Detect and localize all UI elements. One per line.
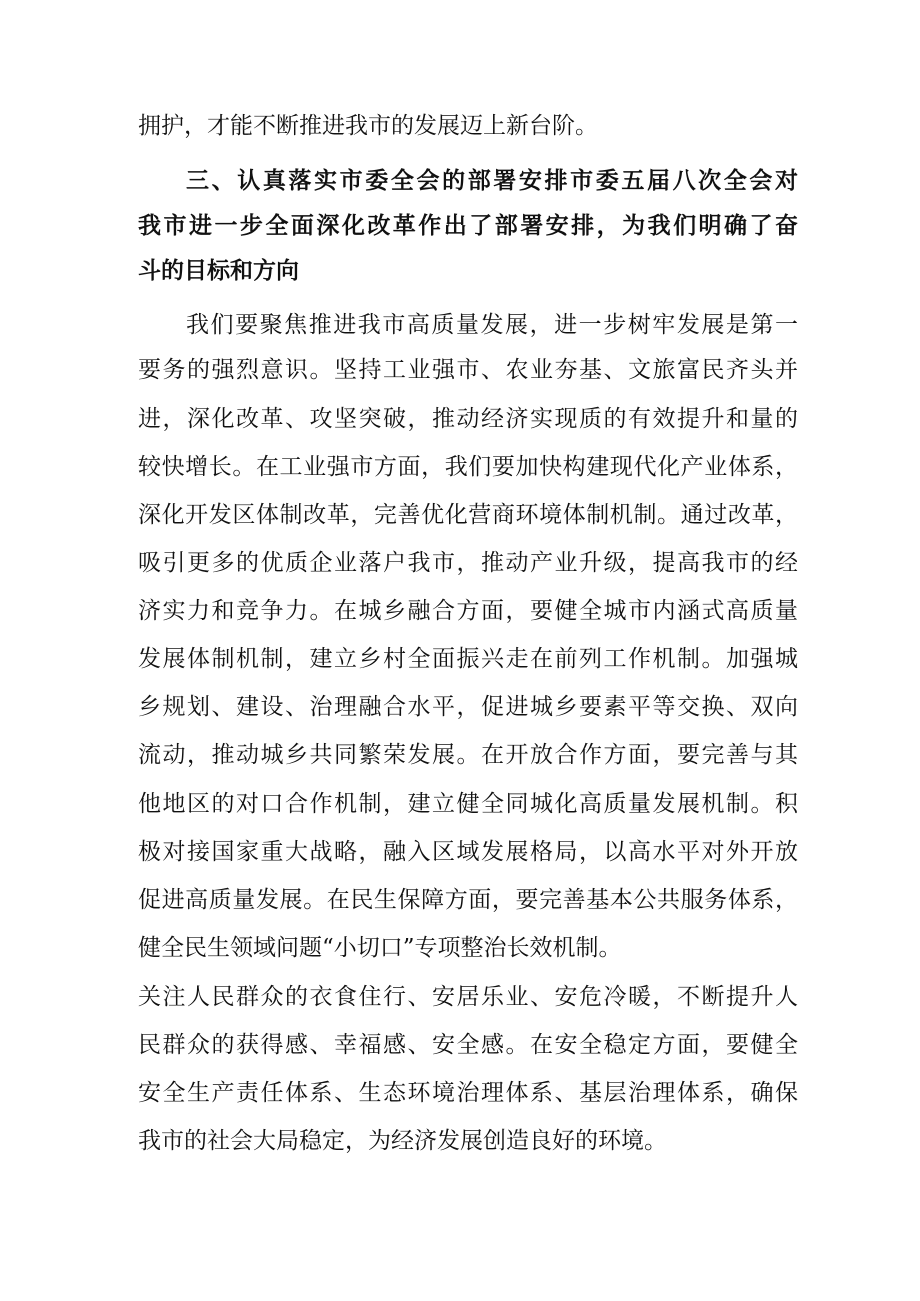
paragraph-line: 流动，推动城乡共同繁荣发展。在开放合作方面，要完善与其 <box>138 742 798 768</box>
paragraph-line: 民群众的获得感、幸福感、安全感。在安全稳定方面，要健全 <box>138 1032 798 1058</box>
paragraph-line: 安全生产责任体系、生态环境治理体系、基层治理体系，确保 <box>138 1080 798 1106</box>
paragraph-line: 吸引更多的优质企业落户我市，推动产业升级，提高我市的经 <box>138 550 798 576</box>
paragraph-line: 济实力和竞争力。在城乡融合方面，要健全城市内涵式高质量 <box>138 598 798 624</box>
paragraph-line: 我市的社会大局稳定，为经济发展创造良好的环境。 <box>138 1128 667 1154</box>
paragraph-line: 他地区的对口合作机制，建立健全同城化高质量发展机制。积 <box>138 791 798 817</box>
paragraph-line: 关注人民群众的衣食住行、安居乐业、安危冷暖，不断提升人 <box>138 984 798 1010</box>
section-heading-line: 斗的目标和方向 <box>138 258 299 284</box>
section-heading-line: 我市进一步全面深化改革作出了部署安排，为我们明确了奋 <box>138 213 798 239</box>
paragraph-line: 乡规划、建设、治理融合水平，促进城乡要素平等交换、双向 <box>138 694 798 720</box>
paragraph-line: 极对接国家重大战略，融入区域发展格局，以高水平对外开放 <box>138 839 798 865</box>
paragraph-line: 较快增长。在工业强市方面，我们要加快构建现代化产业体系， <box>138 454 798 480</box>
paragraph-line: 进，深化改革、攻坚突破，推动经济实现质的有效提升和量的 <box>138 406 798 432</box>
paragraph-line: 我们要聚焦推进我市高质量发展，进一步树牢发展是第一 <box>186 312 798 338</box>
paragraph-line: 健全民生领域问题“小切口”专项整治长效机制。 <box>138 935 622 961</box>
paragraph-line: 深化开发区体制改革，完善优化营商环境体制机制。通过改革， <box>138 502 798 528</box>
paragraph-line: 发展体制机制，建立乡村全面振兴走在前列工作机制。加强城 <box>138 646 798 672</box>
paragraph-line: 促进高质量发展。在民生保障方面，要完善基本公共服务体系， <box>138 887 798 913</box>
paragraph-line: 拥护，才能不断推进我市的发展迈上新台阶。 <box>138 113 598 139</box>
section-heading-line: 三、认真落实市委全会的部署安排市委五届八次全会对 <box>186 168 798 194</box>
paragraph-line: 要务的强烈意识。坚持工业强市、农业夯基、文旅富民齐头并 <box>138 357 798 383</box>
